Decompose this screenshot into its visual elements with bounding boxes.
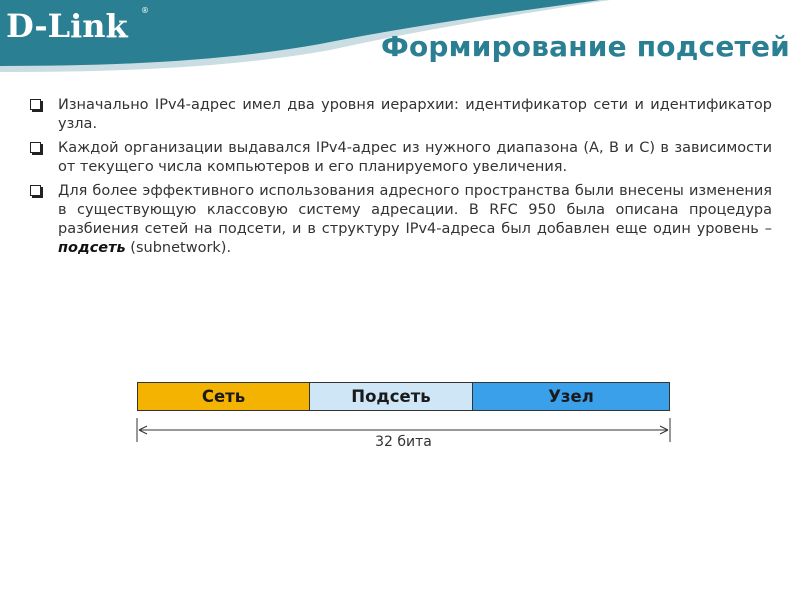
- square-bullet-icon: [30, 185, 41, 196]
- bullet-item-1: [30, 96, 772, 134]
- bullet-text: Каждой организации выдавался IPv4-адрес из нужного диапазона (A, B и C) в зависимости от текущего числа компьютеров и его планируемого увеличения.: [58, 140, 772, 175]
- square-bullet-icon: [30, 99, 41, 110]
- ipv4-address-structure: [137, 382, 670, 411]
- page-title: Формирование подсетей: [381, 30, 790, 63]
- square-bullet-icon: [30, 142, 41, 153]
- bit-length-label: 32 бита: [375, 434, 432, 450]
- d-link-logo: D-Link: [6, 7, 128, 45]
- bullet-item-3: [30, 182, 772, 258]
- bullet-list: [30, 96, 772, 263]
- bullet-text-before: Для более эффективного использования адресного пространства были внесены изменения в существующую классовую систему адресации. В RFC 950 была описана процедура разбиения сетей на подсети, и в структуру IPv4-адреса был добавлен еще один уровень –: [58, 183, 772, 237]
- host-segment: Узел: [473, 383, 669, 410]
- registered-mark-icon: ®: [141, 6, 149, 15]
- subnet-segment: Подсеть: [310, 383, 473, 410]
- network-segment: Сеть: [138, 383, 310, 410]
- bullet-text: Изначально IPv4-адрес имел два уровня иерархии: идентификатор сети и идентификатор узла.: [58, 97, 772, 132]
- bullet-item-2: [30, 139, 772, 177]
- bullet-text-after: (subnetwork).: [125, 240, 232, 256]
- emphasis-term: подсеть: [58, 240, 126, 256]
